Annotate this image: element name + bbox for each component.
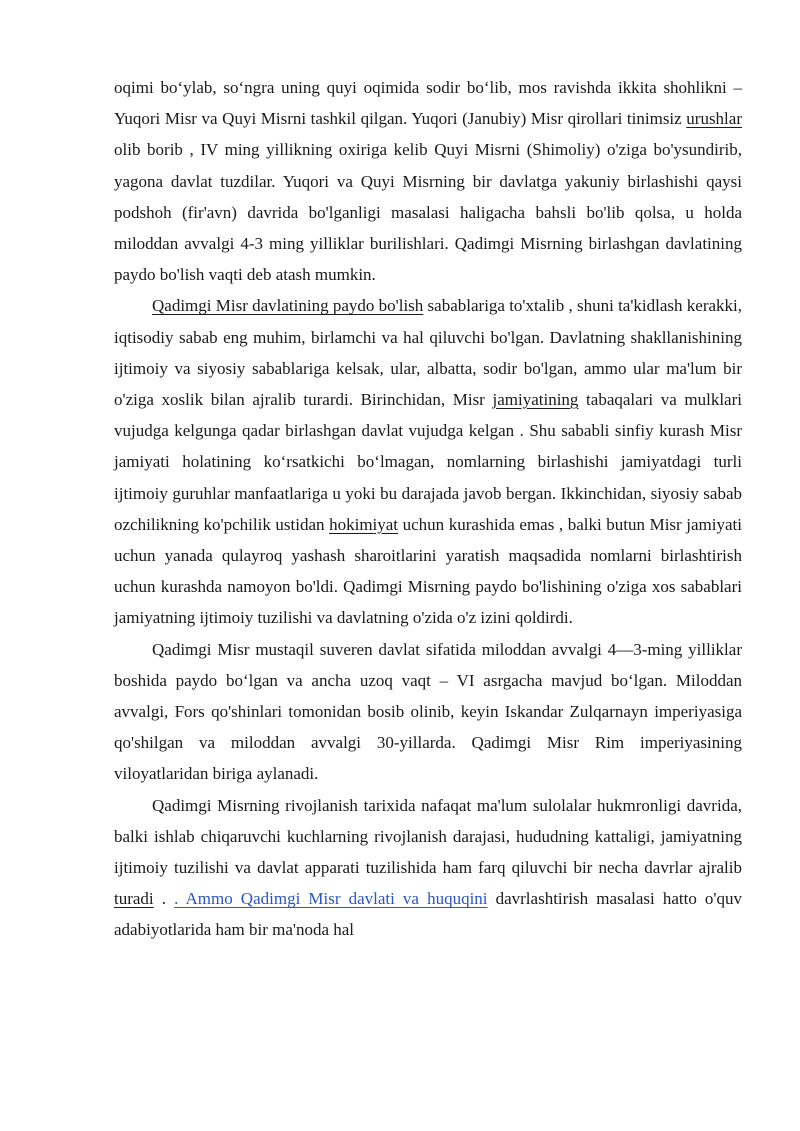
- p4-text-3: davrlashtirish masalasi hatto o'quv adabiyotlarida ham bir ma'noda hal: [114, 889, 742, 940]
- link-hokimiyat[interactable]: hokimiyat: [329, 514, 399, 534]
- link-turadi[interactable]: turadi: [114, 889, 154, 909]
- link-qadimgi-misr-davlati[interactable]: Qadimgi Misr davlatining paydo bo'lish: [152, 296, 424, 316]
- paragraph-4: [114, 790, 742, 946]
- p1-text-2: olib borib , IV ming yillikning oxiriga kelib Quyi Misrni (Shimoliy) o'ziga bo'ysundirib, yagona davlat tuzdilar. Yuqori va Quyi Misrning bir davlatga yakuniy birlashishi qaysi podshoh (fir'avn) davrida bo'lganligi masalasi haligacha bahsli bo'lib qolsa, u holda miloddan avvalgi 4-3 ming yilliklar burilishlari. Qadimgi Misrning birlashgan davlatining paydo bo'lish vaqti deb atash mumkin.: [114, 140, 742, 285]
- paragraph-3: [114, 634, 742, 790]
- link-ammo-qadimgi-misr[interactable]: . Ammo Qadimgi Misr davlati va huquqini: [174, 889, 488, 909]
- p2-text-3: uchun kurashida emas , balki butun Misr jamiyati uchun yanada qulayroq yashash sharoitlarini yaratish maqsadida nomlarni birlashtirish uchun kurashda namoyon bo'ldi. Qadimgi Misrning paydo bo'lishining o'ziga xos sabablari jamiyatning ijtimoiy tuzilishi va davlatning o'zida o'z izini qoldirdi.: [114, 514, 742, 628]
- link-urushlar[interactable]: urushlar: [686, 109, 742, 129]
- p2-text-1: sabablariga to'xtalib , shuni ta'kidlash kerakki, iqtisodiy sabab eng muhim, birlamchi va hal qiluvchi bo'lgan. Davlatning shakllanishining ijtimoiy va siyosiy sabablariga kelsak, ular, albatta, sodir bo'lgan, ammo ular ma'lum bir o'ziga xoslik bilan ajralib turardi. Birinchidan, Misr: [114, 296, 742, 410]
- link-jamiyatining[interactable]: jamiyatining: [492, 390, 579, 410]
- paragraph-1: [114, 72, 742, 290]
- p1-text-1: oqimi boʻylab, soʻngra uning quyi oqimida sodir boʻlib, mos ravishda ikkita shohlikni – Yuqori Misr va Quyi Misrni tashkil qilgan. Yuqori (Janubiy) Misr qirollari tinimsiz: [114, 78, 742, 129]
- p4-text-2: .: [153, 889, 175, 909]
- p2-text-2: tabaqalari va mulklari vujudga kelgunga qadar birlashgan davlat vujudga kelgan . Shu sababli sinfiy kurash Misr jamiyati holatining koʻrsatkichi boʻlmagan, nomlarning birlashishi jamiyatdagi turli ijtimoiy guruhlar manfaatlariga u yoki bu darajada javob bergan. Ikkinchidan, siyosiy sabab ozchilikning ko'pchilik ustidan: [114, 390, 742, 534]
- p3-text-1: Qadimgi Misr mustaqil suveren davlat sifatida miloddan avvalgi 4—3-ming yilliklar boshida paydo boʻlgan va ancha uzoq vaqt – VI asrgacha mavjud boʻlgan. Miloddan avvalgi, Fors qo'shinlari tomonidan bosib olinib, keyin Iskandar Zulqarnayn imperiyasiga qo'shilgan va miloddan avvalgi 30-yillarda. Qadimgi Misr Rim imperiyasining viloyatlaridan biriga aylanadi.: [114, 639, 742, 784]
- paragraph-2: [114, 290, 742, 633]
- p4-text-1: Qadimgi Misrning rivojlanish tarixida nafaqat ma'lum sulolalar hukmronligi davrida, balki ishlab chiqaruvchi kuchlarning rivojlanish darajasi, hududning kattaligi, jamiyatning ijtimoiy tuzilishi va davlat apparati tuzilishida ham farq qiluvchi bir necha davrlar ajralib: [114, 795, 742, 878]
- document-page: [114, 72, 742, 946]
